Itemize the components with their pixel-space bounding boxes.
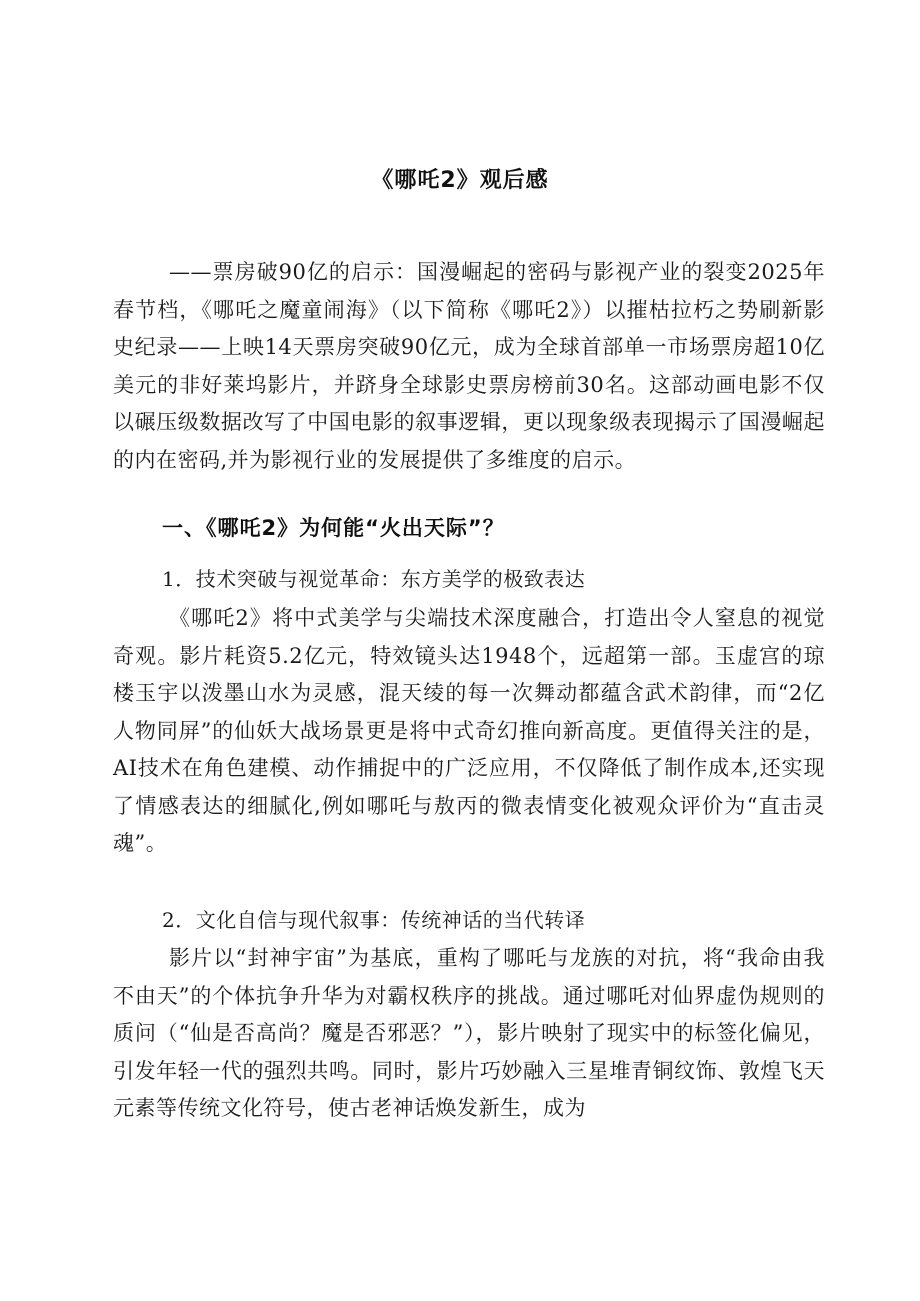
intro-paragraph: ——票房破90亿的启示：国漫崛起的密码与影视产业的裂变2025年春节档，《哪吒之魔童闹海》（以下简称《哪吒2》）以摧枯拉朽之势刷新影史纪录——上映14天票房突破90亿元，成为全球首部单一市场票房超10亿美元的非好莱坞影片，并跻身全球影史票房榜前30名。这部动画电影不仅以碾压级数据改写了中国电影的叙事逻辑，更以现象级表现揭示了国漫崛起的内在密码,并为影视行业的发展提供了多维度的启示。 <box>113 260 825 472</box>
subsection-1-paragraph: 《哪吒2》将中式美学与尖端技术深度融合，打造出令人窒息的视觉奇观。影片耗资5.2亿元，特效镜头达1948个，远超第一部。玉虚宫的琼楼玉宇以泼墨山水为灵感，混天绫的每一次舞动都蕴含武术韵律，而“2亿人物同屏”的仙妖大战场景更是将中式奇幻推向新高度。更值得关注的是，AI技术在角色建模、动作捕捉中的广泛应用，不仅降低了制作成本,还实现了情感表达的细腻化,例如哪吒与敖丙的微表情变化被观众评价为“直击灵魂”。 <box>113 606 825 855</box>
subsection-2-heading: 2．文化自信与现代叙事：传统神话的当代转译 <box>162 908 586 932</box>
page-title: 《哪吒2》观后感 <box>371 168 549 193</box>
section-1-heading: 一、《哪吒2》为何能“火出天际”？ <box>162 516 505 540</box>
subsection-1-heading: 1．技术突破与视觉革命：东方美学的极致表达 <box>162 567 586 591</box>
subsection-2-paragraph: 影片以“封神宇宙”为基底，重构了哪吒与龙族的对抗，将“我命由我不由天”的个体抗争升华为对霸权秩序的挑战。通过哪吒对仙界虚伪规则的质问（“仙是否高尚？魔是否邪恶？”），影片映射了现实中的标签化偏见，引发年轻一代的强烈共鸣。同时，影片巧妙融入三星堆青铜纹饰、敦煌飞天元素等传统文化符号，使古老神话焕发新生，成为 <box>113 946 825 1120</box>
